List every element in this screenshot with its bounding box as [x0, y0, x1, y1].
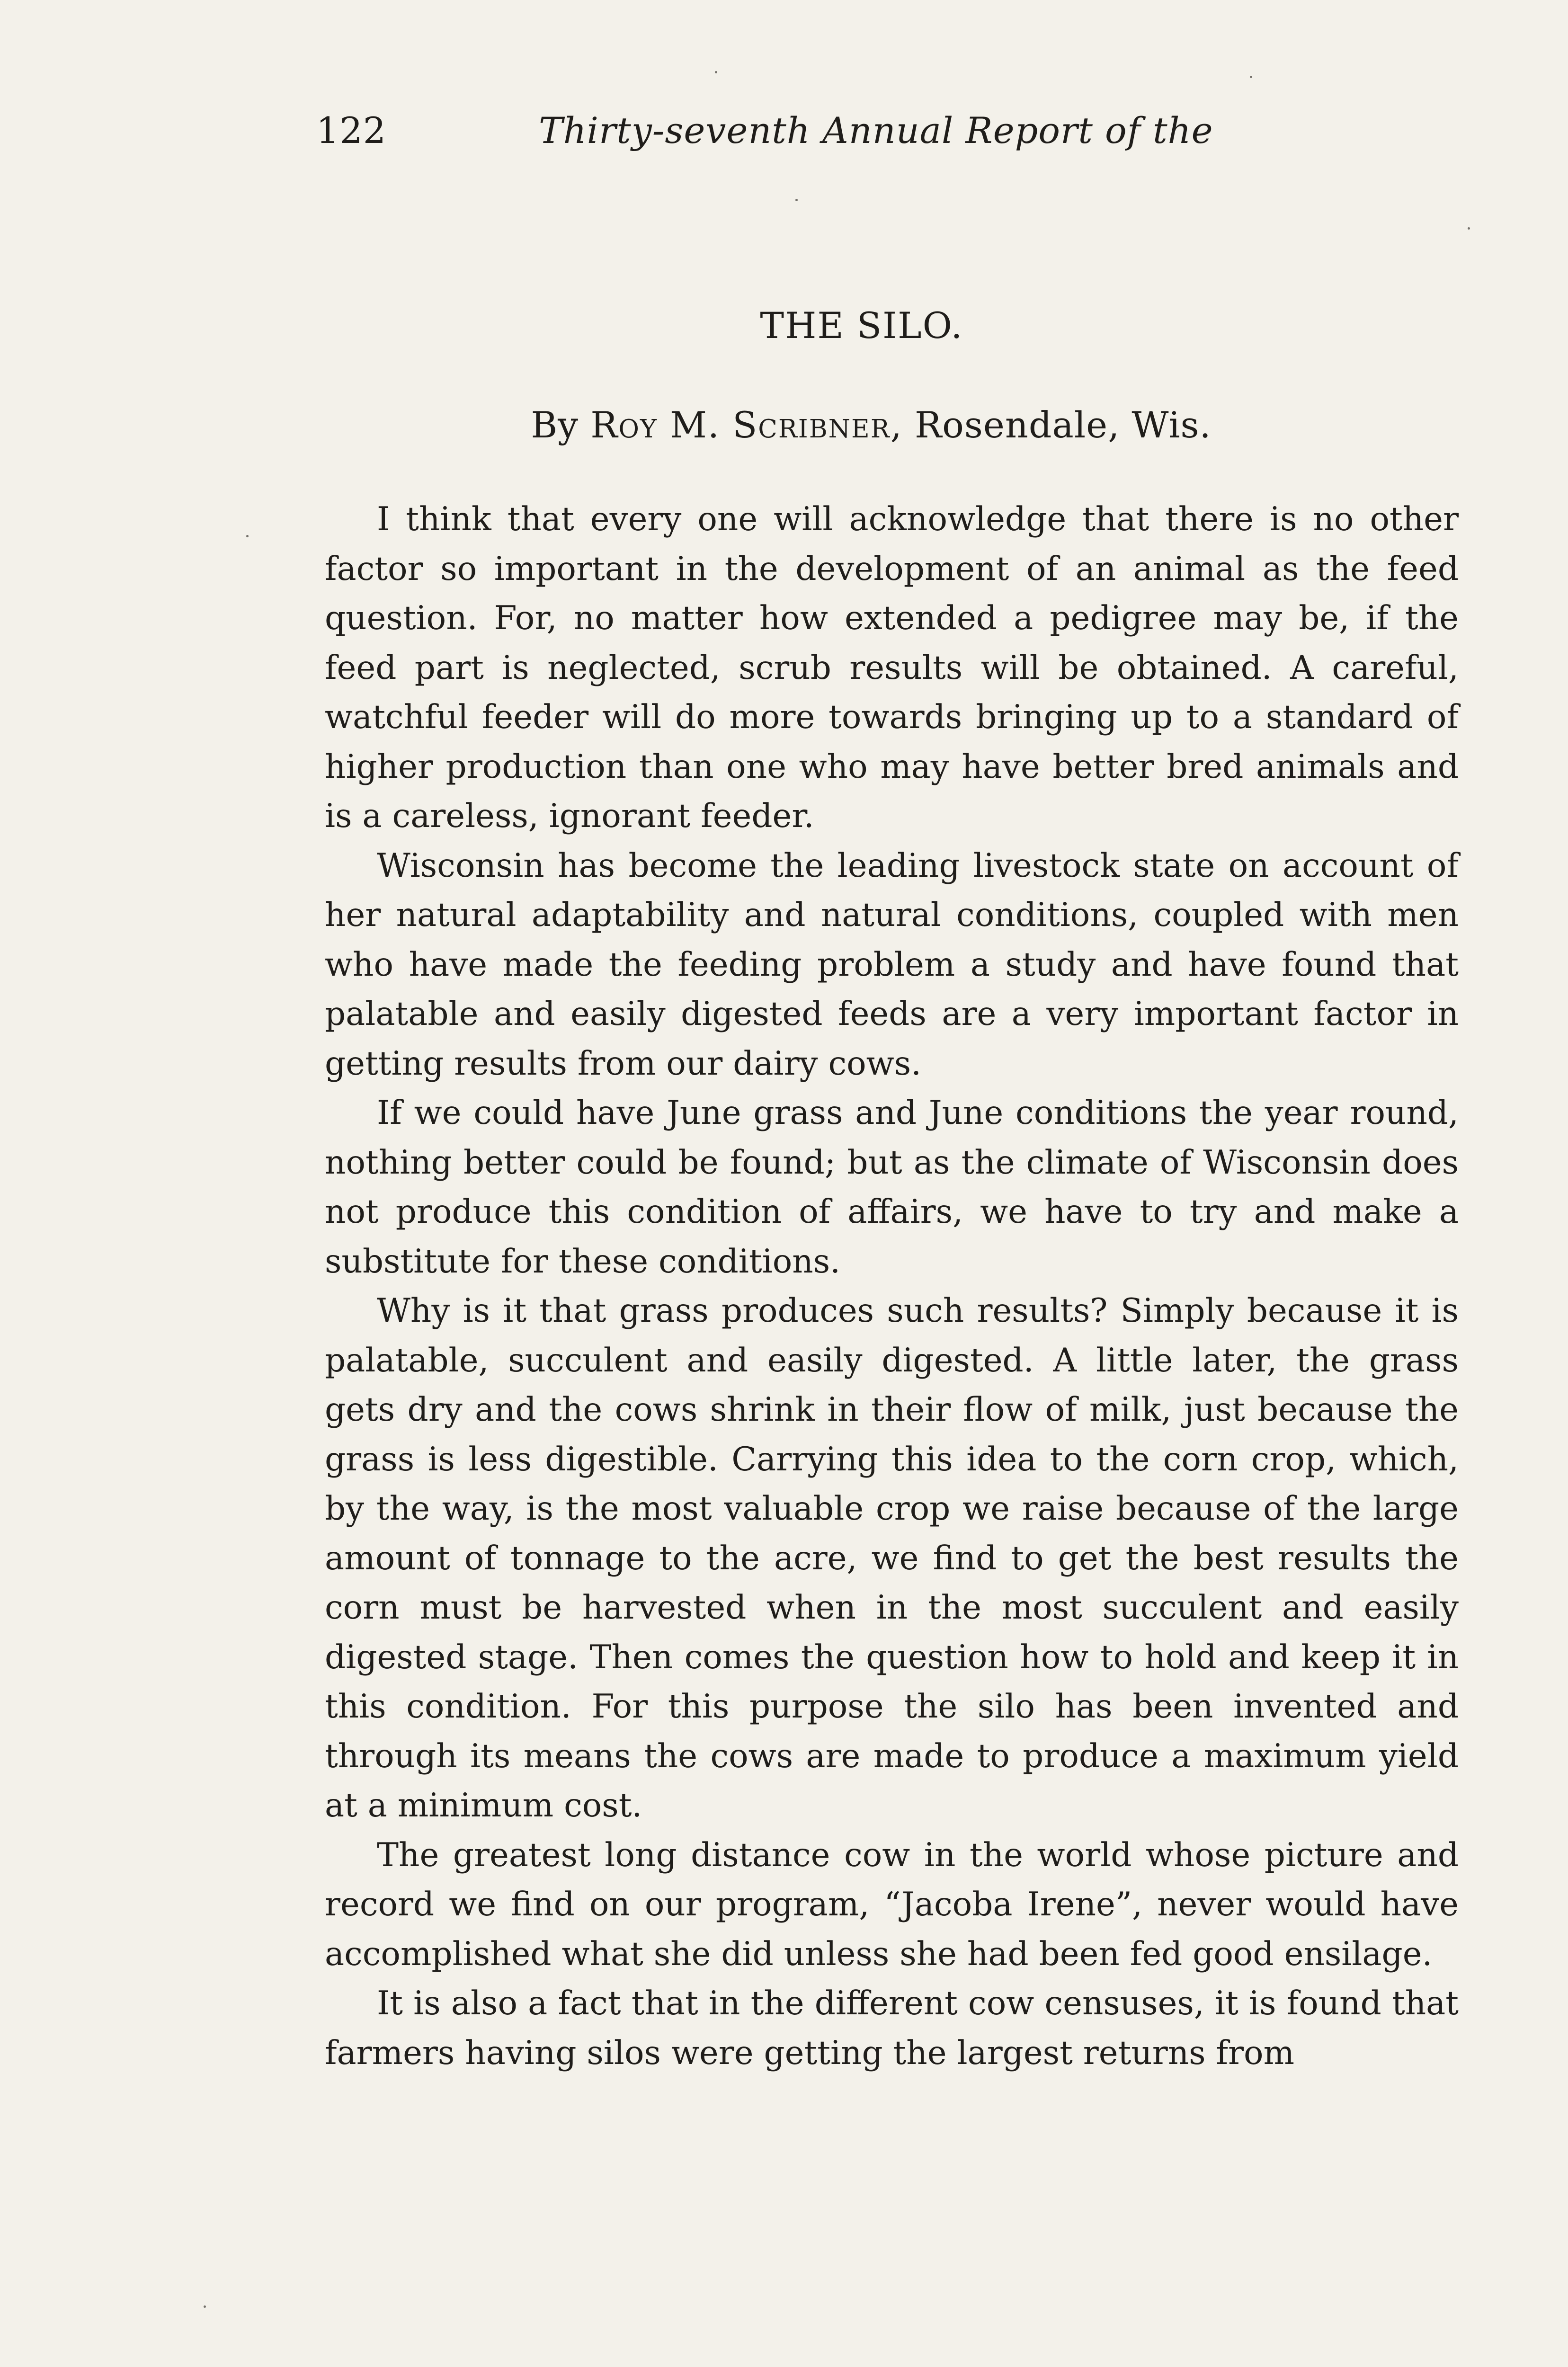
- scan-speck: [1468, 227, 1470, 230]
- page-header: [316, 109, 1462, 165]
- article-body: [325, 495, 1459, 2078]
- paragraph: Wisconsin has become the leading livestock state on account of her natural adaptability and natural conditions, coupled with men who have made the feeding problem a study and have found that palatable and easily digested feeds are a very important factor in getting results from our dairy cows.: [325, 846, 1459, 1083]
- scan-speck: [246, 535, 249, 537]
- paragraph: Why is it that grass produces such results? Simply because it is palatable, succulent and easily digested. A little later, the grass gets dry and the cows shrink in their flow of milk, just because the grass is less digestible. Carrying this idea to the corn crop, which, by the way, is the most valuable crop we raise because of the large amount of tonnage to the acre, we find to get the best results the corn must be harvested when in the most succulent and easily digested stage. Then comes the question how to hold and keep it in this condition. For this purpose the silo has been invented and through its means the cows are made to produce a maximum yield at a minimum cost.: [325, 1292, 1459, 1824]
- byline-author: Roy M. Scribner,: [590, 404, 903, 446]
- scan-speck: [795, 199, 798, 201]
- byline-location: Rosendale, Wis.: [914, 404, 1212, 446]
- article-title: THE SILO.: [760, 304, 963, 347]
- byline-prefix: By: [531, 404, 579, 446]
- scan-speck: [204, 2305, 206, 2308]
- paragraph: It is also a fact that in the different cow censuses, it is found that farmers having silos were getting the largest returns from: [325, 1984, 1459, 2072]
- running-title: Thirty-seventh Annual Report of the: [539, 109, 1213, 151]
- article-byline: [445, 404, 1297, 446]
- scan-speck: [715, 71, 717, 73]
- paragraph: I think that every one will acknowledge that there is no other factor so important in the development of an animal as the feed question. For, no matter how extended a pedigree may be, if the feed part is neglected, scrub results will be obtained. A careful, watchful feeder will do more towards bringing up to a standard of higher production than one who may have better bred animals and is a careless, ignorant feeder.: [325, 500, 1459, 835]
- scan-speck: [1250, 76, 1252, 78]
- page-number: 122: [316, 109, 387, 151]
- paragraph: If we could have June grass and June conditions the year round, nothing better could be found; but as the climate of Wisconsin does not produce this condition of affairs, we have to try and make a substitute for these conditions.: [325, 1094, 1459, 1281]
- paragraph: The greatest long distance cow in the world whose picture and record we find on our program, “Jacoba Irene”, never would have accomplished what she did unless she had been fed good ensilage.: [325, 1836, 1459, 1973]
